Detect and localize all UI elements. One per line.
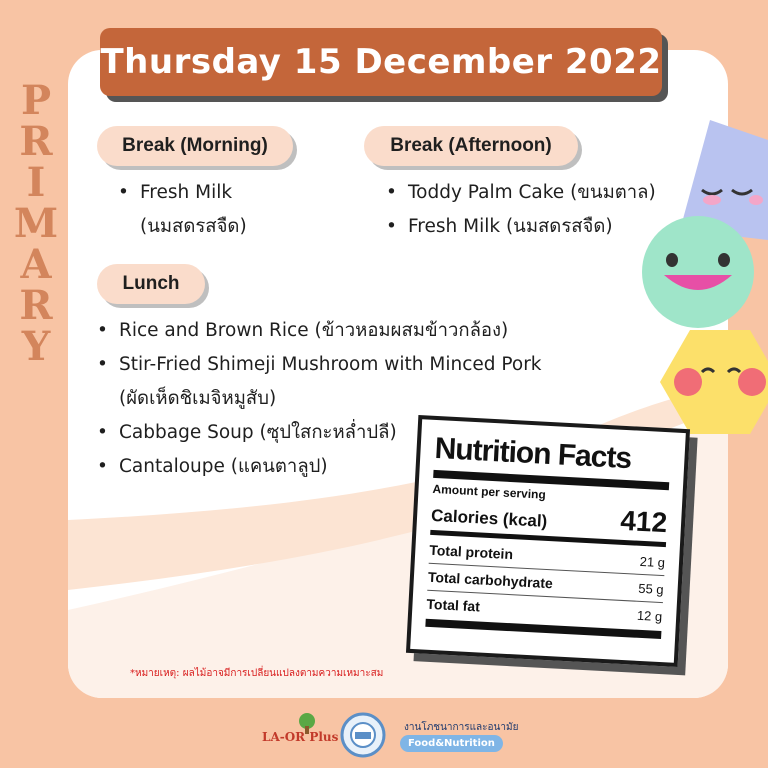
list-item-text: (ผัดเห็ดชิเมจิหมูสับ): [119, 388, 277, 409]
laor-plus-logo: LA-OR Plus: [262, 730, 339, 744]
side-letter: I: [26, 159, 46, 206]
page-title: Thursday 15 December 2022: [100, 42, 662, 82]
break-morning-label: Break (Morning): [122, 135, 268, 156]
amount-per-serving: Amount per serving: [432, 481, 547, 502]
break-morning-list: [118, 176, 247, 244]
footnote: *หมายเหตุ: ผลไม้อาจมีการเปลี่ยนแปลงตามความเหมาะสม: [130, 668, 384, 679]
circle-character: [642, 216, 754, 328]
list-item: • Stir-Fried Shimeji Mushroom with Minced Pork: [97, 348, 542, 382]
nutrient-label: Total carbohydrate: [427, 568, 554, 592]
side-letter: P: [20, 77, 52, 124]
calories-label: Calories (kcal): [430, 505, 548, 531]
break-afternoon-header: [364, 126, 578, 166]
school-seal-icon: [340, 712, 386, 758]
nutrient-label: Total protein: [428, 541, 514, 563]
break-morning-header: [97, 126, 293, 166]
list-item: • Cabbage Soup (ซุปใสกะหล่ำปลี): [97, 416, 542, 450]
nutrient-label: Total fat: [426, 595, 481, 615]
hexagon-character: [660, 330, 768, 434]
list-item: • Fresh Milk (นมสดรสจืด): [386, 210, 656, 244]
nutrition-facts-label: [406, 415, 690, 667]
side-letter: M: [13, 200, 59, 247]
department-name: งานโภชนาการและอนามัย: [404, 722, 519, 733]
side-letter: R: [19, 118, 53, 165]
list-item: • Rice and Brown Rice (ข้าวหอมผสมข้าวกล้อง): [97, 314, 542, 348]
break-afternoon-list: [386, 176, 656, 244]
footer-logos: [0, 710, 768, 768]
nutrient-value: 55 g: [637, 580, 665, 597]
shape-characters-illustration: [640, 120, 768, 440]
nutrition-title: Nutrition Facts: [433, 431, 632, 476]
list-item-continuation: [118, 210, 247, 244]
list-item-text: (นมสดรสจืด): [140, 216, 247, 237]
primary-vertical-label: [12, 77, 60, 370]
list-item: • Fresh Milk: [118, 176, 247, 210]
list-item: • Toddy Palm Cake (ขนมตาล): [386, 176, 656, 210]
nutrient-value: 21 g: [639, 553, 666, 570]
side-letter: Y: [21, 323, 51, 370]
break-afternoon-label: Break (Afternoon): [390, 135, 552, 156]
lunch-header: [97, 264, 205, 304]
list-item: • Cantaloupe (แคนตาลูป): [97, 450, 542, 484]
side-letter: A: [20, 241, 52, 288]
nutrient-value: 12 g: [636, 607, 663, 624]
list-item-continuation: [97, 382, 542, 416]
side-letter: R: [19, 282, 53, 329]
food-nutrition-badge: Food&Nutrition: [400, 735, 503, 752]
lunch-label: Lunch: [122, 273, 180, 294]
calories-value: 412: [619, 504, 668, 539]
date-title-banner: [100, 28, 662, 96]
